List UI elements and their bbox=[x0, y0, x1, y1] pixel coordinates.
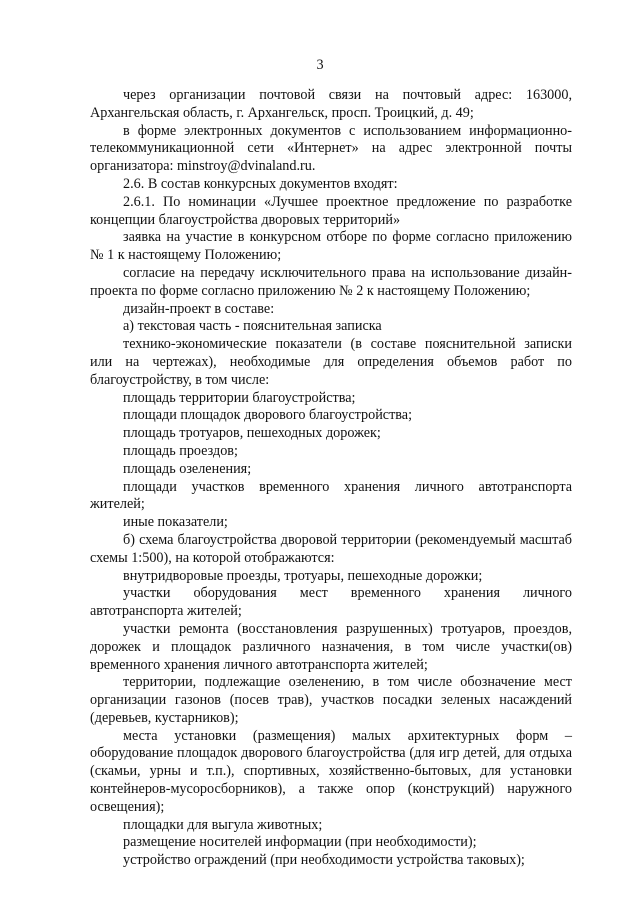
paragraph-scheme: б) схема благоустройства дворовой территории (рекомендуемый масштаб схемы 1:500), на которой отображаются: bbox=[90, 531, 572, 566]
paragraph-electronic-submission: в форме электронных документов с использованием информационно-телекоммуникационной сети «Интернет» на адрес электронной почты организатора: minstroy@dvinaland.ru. bbox=[90, 122, 572, 175]
list-item: площадки для выгула животных; bbox=[123, 816, 323, 833]
list-item: площади площадок дворового благоустройства; bbox=[123, 407, 413, 424]
list-item: устройство ограждений (при необходимости устройства таковых); bbox=[123, 852, 525, 869]
document-body bbox=[90, 87, 572, 870]
list-item: площадь тротуаров, пешеходных дорожек; bbox=[123, 425, 381, 442]
list-item: территории, подлежащие озеленению, в том числе обозначение мест организации газонов (посев трав), участков посадки зеленых насаждений (деревьев, кустарников); bbox=[90, 674, 572, 726]
paragraph-text-part: а) текстовая часть - пояснительная записка bbox=[123, 318, 382, 335]
paragraph-nomination: 2.6.1. По номинации «Лучшее проектное предложение по разработке концепции благоустройства дворовых территорий» bbox=[90, 193, 572, 228]
list-item: площадь озеленения; bbox=[123, 460, 252, 477]
list-item: участки оборудования мест временного хранения личного автотранспорта жителей; bbox=[90, 585, 572, 620]
paragraph-indicators: технико-экономические показатели (в составе пояснительной записки или на чертежах), необходимые для определения объемов работ по благоустройству, в том числе: bbox=[90, 336, 572, 388]
paragraph-design-project: дизайн-проект в составе: bbox=[123, 300, 275, 317]
paragraph-application: заявка на участие в конкурсном отборе по форме согласно приложению № 1 к настоящему Положению; bbox=[90, 229, 572, 264]
list-item: иные показатели; bbox=[123, 514, 228, 531]
list-item: места установки (размещения) малых архитектурных форм – оборудование площадок дворового благоустройства (для игр детей, для отдыха (скамьи, урны и т.п.), спортивных, хозяйственно-бытовых, для установки контейнеров-мусоросборников), а также опор (конструкций) наружного освещения); bbox=[90, 727, 572, 815]
list-item: площади участков временного хранения личного автотранспорта жителей; bbox=[90, 478, 572, 513]
list-item: размещение носителей информации (при необходимости); bbox=[123, 834, 477, 851]
page-number: 3 bbox=[316, 57, 324, 73]
paragraph-documents-heading: 2.6. В состав конкурсных документов входят: bbox=[123, 175, 398, 192]
list-item: участки ремонта (восстановления разрушенных) тротуаров, проездов, дорожек и площадок различного назначения, в том числе участки(ов) временного хранения личного автотранспорта жителей; bbox=[90, 620, 572, 673]
list-item: площадь проездов; bbox=[123, 442, 238, 459]
paragraph-consent: согласие на передачу исключительного права на использование дизайн-проекта по форме согласно приложению № 2 к настоящему Положению; bbox=[90, 264, 572, 299]
list-item: площадь территории благоустройства; bbox=[123, 389, 356, 406]
list-item: внутридворовые проезды, тротуары, пешеходные дорожки; bbox=[123, 567, 483, 584]
paragraph-postal-address: через организации почтовой связи на почтовый адрес: 163000, Архангельская область, г. Архангельск, просп. Троицкий, д. 49; bbox=[90, 87, 572, 121]
